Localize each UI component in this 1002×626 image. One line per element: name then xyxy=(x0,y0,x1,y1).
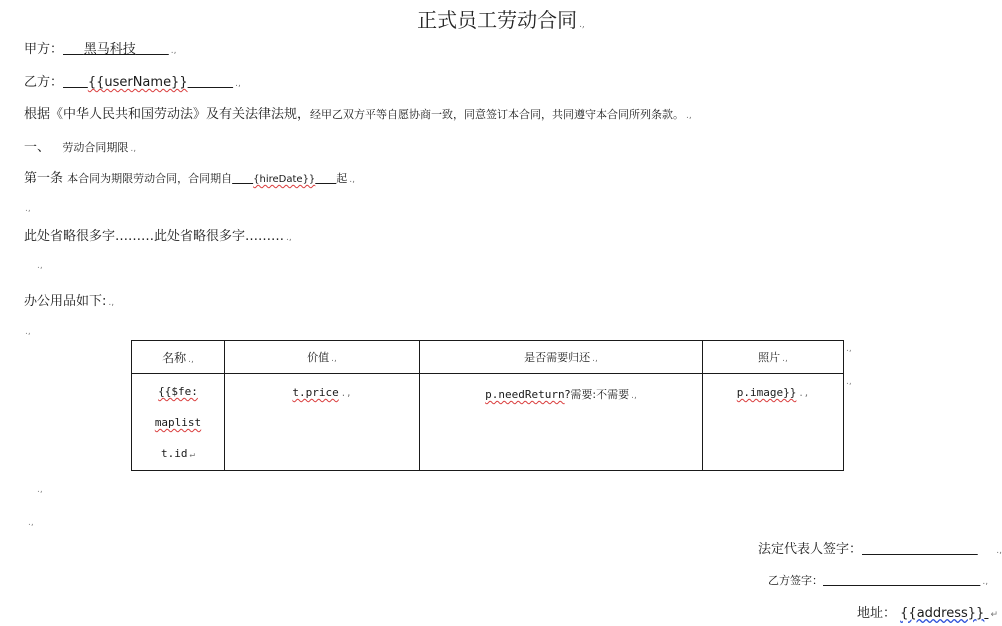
legal-rep-signature-line xyxy=(758,538,1002,557)
price-field: t.price xyxy=(292,386,339,399)
section-1-label: 劳动合同期限 xyxy=(62,141,129,154)
omitted-text: 此处省略很多字………此处省略很多字……… xyxy=(24,229,285,244)
legal-rep-signature-blank xyxy=(862,542,978,557)
empty-paragraph-mark: ., xyxy=(25,204,31,214)
cell-mark: ., xyxy=(340,389,352,399)
need-return-field: p.needReturn xyxy=(485,388,565,401)
header-cell-need-return xyxy=(420,341,703,374)
article-1-blank-left xyxy=(232,172,253,185)
intro-line xyxy=(24,103,692,122)
party-b-placeholder: {{userName}} xyxy=(87,75,188,90)
document-title-text: 正式员工劳动合同 xyxy=(417,8,578,32)
address-line xyxy=(857,602,998,621)
table-row xyxy=(132,374,844,471)
paragraph-mark: ., xyxy=(235,79,241,89)
header-name-text: 名称 xyxy=(162,350,187,365)
cell-photo xyxy=(703,374,844,471)
omitted-text-line xyxy=(24,225,292,244)
section-1-heading xyxy=(24,136,136,155)
paragraph-mark: ., xyxy=(996,546,1002,556)
name-line-2: maplist xyxy=(154,416,202,429)
header-cell-price xyxy=(225,341,420,374)
paragraph-mark: ., xyxy=(108,298,115,308)
party-b-line xyxy=(24,71,241,90)
party-a-label: 甲方： xyxy=(24,42,64,57)
party-b-sign-label: 乙方签字： xyxy=(768,574,823,587)
legal-rep-label: 法定代表人签字： xyxy=(758,542,863,557)
paragraph-mark: ., xyxy=(686,111,692,121)
party-b-signature-line xyxy=(768,572,988,588)
cell-need-return xyxy=(420,374,703,471)
address-label: 地址： xyxy=(857,606,897,621)
cell-mark: ., xyxy=(592,354,598,364)
cell-mark: ., xyxy=(782,354,788,364)
party-a-line xyxy=(24,38,177,57)
cell-mark: ., xyxy=(631,391,637,401)
image-field: p.image}} xyxy=(736,386,797,399)
header-cell-name xyxy=(132,341,225,374)
empty-paragraph-mark: ., xyxy=(28,518,34,528)
document-title xyxy=(0,4,1002,33)
party-b-signature-blank xyxy=(823,574,980,587)
header-price-text: 价值 xyxy=(307,351,330,364)
article-1-line xyxy=(24,167,355,186)
article-1-label: 第一条 xyxy=(24,171,64,186)
article-1-blank-right xyxy=(315,172,336,185)
paragraph-mark: ., xyxy=(982,577,989,587)
party-a-value: 黑马科技 xyxy=(83,42,136,57)
section-1-number: 一、 xyxy=(24,140,51,155)
cell-mark: ., xyxy=(331,354,337,364)
office-supplies-line xyxy=(24,290,114,309)
paragraph-mark: ., xyxy=(286,233,292,243)
row-end-mark: ., xyxy=(846,377,852,387)
header-need-return-text: 是否需要归还 xyxy=(524,351,591,364)
party-b-blank-left xyxy=(63,75,88,90)
need-return-options: ?需要:不需要 xyxy=(564,388,630,401)
paragraph-mark: ., xyxy=(170,46,177,56)
cell-mark: ., xyxy=(798,389,810,399)
empty-paragraph-mark: ., xyxy=(37,261,43,271)
address-trailing-blank xyxy=(984,606,988,621)
paragraph-mark: ., xyxy=(130,144,137,154)
article-1-after: 起 xyxy=(336,172,348,185)
name-line-3: t.id xyxy=(161,447,188,460)
paragraph-mark: ., xyxy=(349,175,356,185)
office-supplies-table xyxy=(131,340,844,471)
cell-mark: ., xyxy=(188,354,194,365)
intro-rest: 经甲乙双方平等自愿协商一致，同意签订本合同，共同遵守本合同所列条款。 xyxy=(310,108,685,121)
header-photo-text: 照片 xyxy=(758,351,781,364)
hire-date-placeholder: {hireDate}} xyxy=(253,174,316,185)
header-cell-photo xyxy=(703,341,844,374)
party-a-blank-right xyxy=(136,42,169,57)
party-b-label: 乙方： xyxy=(24,75,64,90)
party-a-blank-left xyxy=(63,42,84,57)
line-break-mark: ↵ xyxy=(990,610,999,620)
empty-paragraph-mark: ., xyxy=(25,327,31,337)
name-line-1: {{$fe: xyxy=(158,385,198,398)
article-1-before: 本合同为期限劳动合同，合同期自 xyxy=(67,172,233,185)
office-supplies-label: 办公用品如下: xyxy=(24,294,107,309)
paragraph-mark: ., xyxy=(579,20,585,30)
cell-name xyxy=(132,374,225,471)
intro-prefix: 根据《中华人民共和国劳动法》及有关法律法规， xyxy=(24,107,311,122)
address-placeholder: {{address}} xyxy=(900,606,985,621)
party-b-blank-right xyxy=(188,75,233,90)
table-header-row xyxy=(132,341,844,374)
row-end-mark: ., xyxy=(846,344,852,354)
cell-price xyxy=(225,374,420,471)
line-break-mark: ↵ xyxy=(189,450,195,460)
empty-paragraph-mark: ., xyxy=(37,485,43,495)
